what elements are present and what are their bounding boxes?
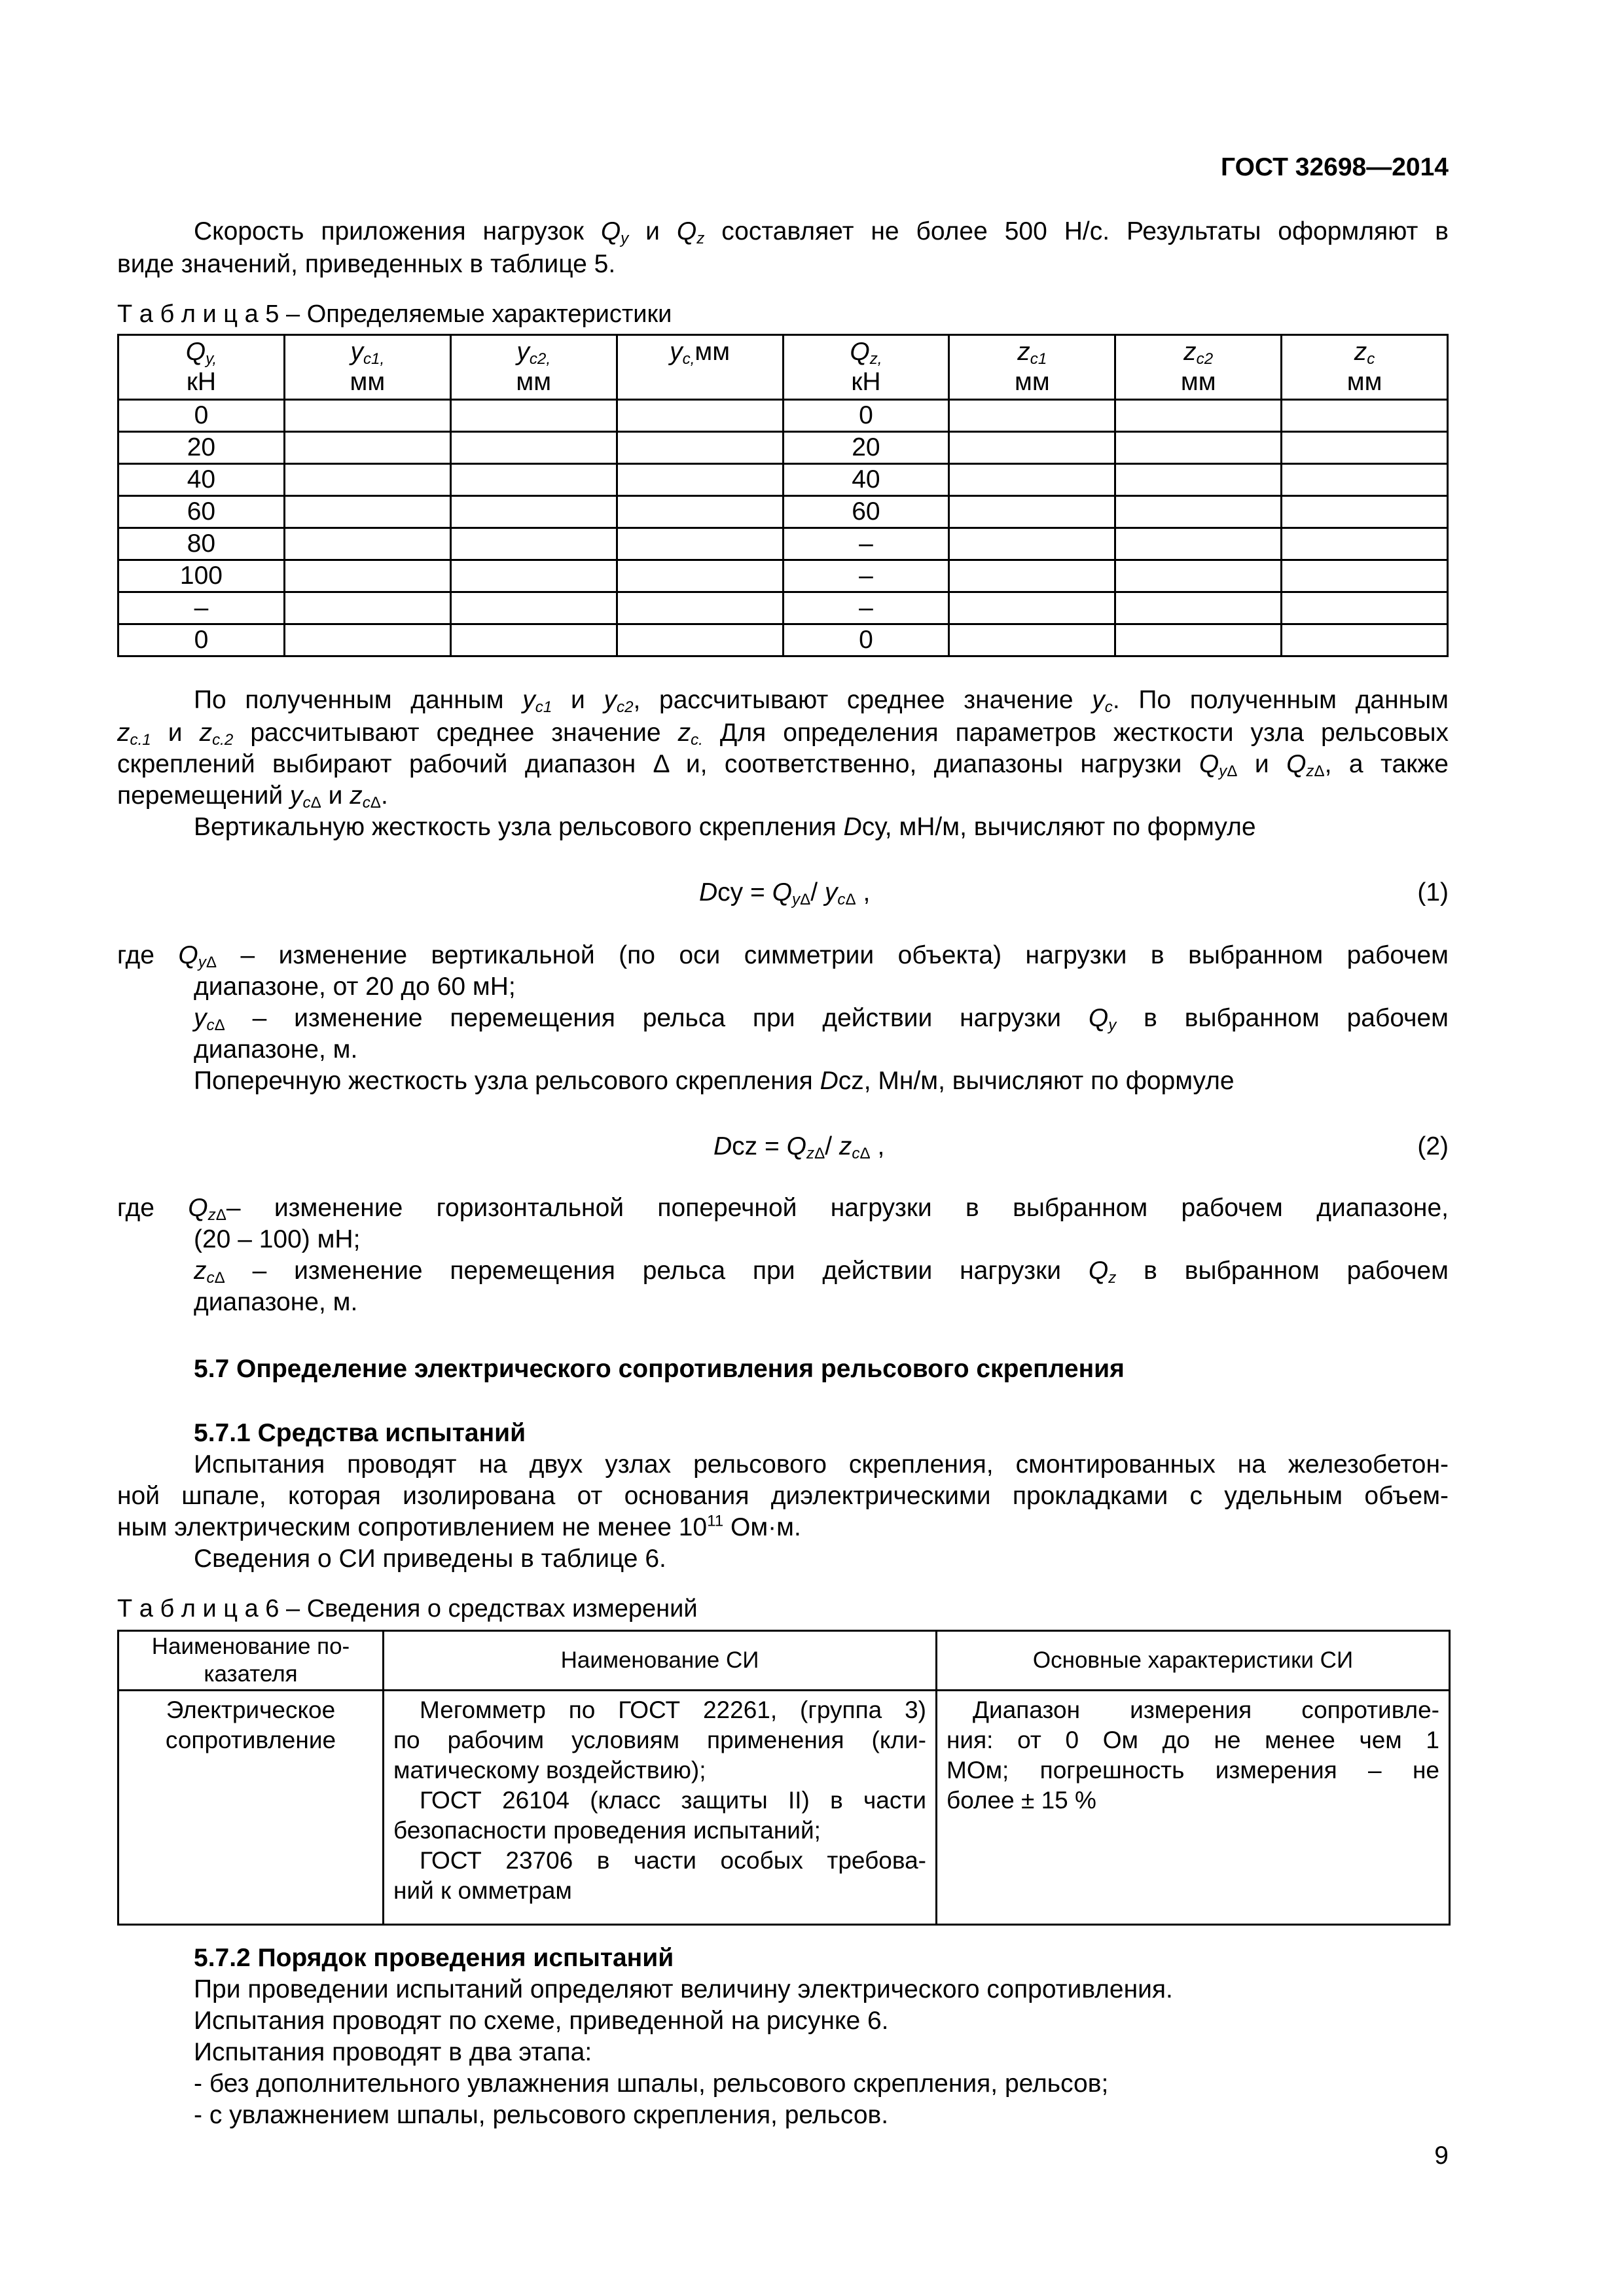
section-5-7-title: 5.7 Определение электрического сопротивления рельсового скрепления (194, 1355, 1125, 1383)
table5-cell (617, 528, 783, 560)
table5-cell (949, 432, 1115, 464)
table5-cell (617, 432, 783, 464)
exponent: 11 (707, 1512, 724, 1530)
table5-cell (284, 560, 450, 592)
table5-cell: 40 (783, 464, 949, 496)
table5-cell: – (783, 560, 949, 592)
table5-cell (1115, 432, 1282, 464)
where2-line-1: где $Q_{z\Delta}-$ изменение горизонтальной поперечной нагрузки в выбранном рабочем диапазоне, (117, 1194, 1449, 1225)
section-5-7-1-title: 5.7.1 Средства испытаний (194, 1419, 526, 1447)
table5-cell (284, 432, 450, 464)
formula-1: Dсу = $Q_{y\Delta}/$ $y_{c\Delta}$ , (699, 878, 871, 909)
table5-cell (1115, 560, 1282, 592)
table5-cell (284, 464, 450, 496)
page-number: 9 (1434, 2142, 1449, 2170)
para-t5-line-5: Вертикальную жесткость узла рельсового скрепления Dсу, мН/м, вычисляют по формуле (194, 813, 1256, 841)
table5-cell (1282, 560, 1448, 592)
formula-2: Dсz = $Q_{z\Delta}/$ $z_{c\Delta}$ , (713, 1132, 885, 1163)
table5-cell: 0 (118, 400, 285, 432)
table5-cell (1282, 400, 1448, 432)
table5-cell: 0 (783, 624, 949, 656)
table-row (118, 528, 1448, 560)
table5-header-cell (1282, 335, 1448, 400)
table5-cell (284, 624, 450, 656)
table5-header-cell (617, 335, 783, 400)
table5-cell (450, 560, 617, 592)
table5-header-unit: мм (350, 368, 386, 396)
where1-line-5: Поперечную жесткость узла рельсового скрепления Dсz, Мн/м, вычисляют по формуле (194, 1067, 1235, 1095)
table5-header-cell (1115, 335, 1282, 400)
where2-line-3: $z_{c\Delta}$ – изменение перемещения рельса при действии нагрузки $Q_z$ в выбранном рабочем (194, 1257, 1449, 1287)
table5-cell (284, 528, 450, 560)
table-row (118, 464, 1448, 496)
table5-cell (1282, 496, 1448, 528)
formula-2-number: (2) (1417, 1132, 1449, 1160)
table-row (118, 560, 1448, 592)
table6-header-si: Наименование СИ (384, 1631, 937, 1691)
table5-header-unit: кН (851, 368, 881, 396)
where1-line-1: где $Q_{y\Delta}$ – изменение вертикальной (по оси симметрии объекта) нагрузки в выбранном рабочем (117, 941, 1449, 972)
table5-cell (1282, 464, 1448, 496)
table5-cell (1282, 432, 1448, 464)
table6-col1-line: Электрическое (166, 1696, 336, 1723)
section-5-7-2-line-1: При проведении испытаний определяют величину электрического сопротивления. (194, 1975, 1173, 2003)
intro-line-2: виде значений, приведенных в таблице 5. (117, 250, 616, 278)
table5-cell (284, 400, 450, 432)
table5-cell (450, 624, 617, 656)
table5-cell: 0 (118, 624, 285, 656)
table5-cell (617, 400, 783, 432)
table5-cell (1115, 528, 1282, 560)
section-5-7-2-line-3: Испытания проводят в два этапа: (194, 2038, 592, 2066)
section-5-7-2-line-2: Испытания проводят по схеме, приведенной на рисунке 6. (194, 2007, 889, 2035)
table-row (118, 496, 1448, 528)
table5-cell (450, 432, 617, 464)
table5-header-symbol: $z_c$ (1354, 338, 1375, 368)
para-t5-line-3: скреплений выбирают рабочий диапазон Δ и, соответственно, диапазоны нагрузки $Q_{y\Delta}$ и $Q_{z\Delta}$, а также (117, 750, 1449, 781)
table6-col3-line: МОм; погрешность измерения – не (947, 1757, 1439, 1784)
table-row (118, 624, 1448, 656)
table6-col2-line: матическому воздействию); (393, 1757, 706, 1784)
table5-cell (949, 528, 1115, 560)
table-row (118, 592, 1448, 624)
table6-col3-line: более ± 15 % (947, 1787, 1096, 1814)
table5-cell (284, 496, 450, 528)
table5-cell: 100 (118, 560, 285, 592)
document-id: ГОСТ 32698—2014 (1221, 153, 1449, 181)
table5-header-cell (783, 335, 949, 400)
table6-col2-line: безопасности проведения испытаний; (393, 1817, 821, 1844)
table-row (118, 400, 1448, 432)
table6-cell-characteristics (937, 1691, 1450, 1925)
table5-header-symbol: $y_{c2,}$ (516, 338, 551, 368)
section-5-7-1-line-1: Испытания проводят на двух узлах рельсового скрепления, смонтированных на железобетон- (194, 1450, 1449, 1479)
table5-header-symbol: $y_{c1,}$ (350, 338, 385, 368)
table5-header-unit: мм (1180, 368, 1216, 396)
table6-header-indicator-l2: казателя (204, 1661, 298, 1687)
table5-header-unit: мм (516, 368, 551, 396)
table6-col2-line: Мегомметр по ГОСТ 22261, (группа 3) (420, 1696, 926, 1723)
table5-cell (1115, 400, 1282, 432)
table6-col3-line: ния: от 0 Ом до не менее чем 1 (947, 1727, 1439, 1753)
table6 (117, 1630, 1451, 1926)
where2-line-2: (20 – 100) мН; (194, 1225, 361, 1253)
intro-line-1: Скорость приложения нагрузок $Q_y$ и $Q_z$ составляет не более 500 Н/с. Результаты оформляют в (194, 217, 1449, 248)
para-t5-line-1: По полученным данным $y_{c1}$ и $y_{c2}$, рассчитывают среднее значение $y_c$. По полученным данным (194, 686, 1449, 717)
table5-header-unit: мм (1015, 368, 1050, 396)
table5-cell: 80 (118, 528, 285, 560)
table5-cell (617, 496, 783, 528)
table5-cell (450, 464, 617, 496)
table6-header-indicator (118, 1631, 384, 1691)
where1-line-3: $y_{c\Delta}$ – изменение перемещения рельса при действии нагрузки $Q_y$ в выбранном рабочем (194, 1004, 1449, 1035)
table5-cell (1115, 592, 1282, 624)
section-5-7-2-line-4: - без дополнительного увлажнения шпалы, рельсового скрепления, рельсов; (194, 2070, 1109, 2098)
table5-cell (1282, 624, 1448, 656)
table6-header-indicator-l1: Наименование по- (151, 1634, 350, 1659)
formula-1-number: (1) (1417, 878, 1449, 906)
table5-cell: – (783, 528, 949, 560)
table5-cell (617, 624, 783, 656)
table6-col2-line: ний к омметрам (393, 1877, 572, 1904)
where1-line-2: диапазоне, от 20 до 60 мН; (194, 973, 516, 1001)
table5-cell (1282, 592, 1448, 624)
table5-header-unit (618, 367, 782, 397)
table5-cell (1115, 624, 1282, 656)
table5-cell (450, 592, 617, 624)
table5-cell (949, 464, 1115, 496)
table5-cell (1115, 496, 1282, 528)
para-t5-line-4: перемещений $y_{c\Delta}$ и $z_{c\Delta}$. (117, 781, 388, 812)
table6-col2-line: по рабочим условиям применения (кли- (393, 1727, 926, 1753)
table5-caption: Т а б л и ц а 5 – Определяемые характеристики (117, 300, 672, 328)
resistance-text: ным электрическим сопротивлением не менее 10 (117, 1513, 708, 1541)
table5-cell (949, 592, 1115, 624)
table5-cell (949, 624, 1115, 656)
where2-line-4: диапазоне, м. (194, 1288, 358, 1316)
table5-header-symbol: $z_{c2}$ (1183, 338, 1214, 368)
table5-header-symbol: $Q_{z,}$ (850, 338, 882, 368)
table5-cell: 20 (118, 432, 285, 464)
table5-cell: – (118, 592, 285, 624)
table5-cell: 40 (118, 464, 285, 496)
table5-cell: 0 (783, 400, 949, 432)
table5-cell (949, 400, 1115, 432)
table6-caption: Т а б л и ц а 6 – Сведения о средствах измерений (117, 1595, 698, 1623)
table5-cell (284, 592, 450, 624)
where1-line-4: диапазоне, м. (194, 1035, 358, 1064)
table5-header-symbol: $y_{c,}мм$ (670, 338, 731, 368)
table5-cell (450, 400, 617, 432)
table-row (118, 432, 1448, 464)
table5-header-unit: мм (1346, 368, 1382, 396)
table5-cell (1115, 464, 1282, 496)
table5-header-cell (450, 335, 617, 400)
section-5-7-2-title: 5.7.2 Порядок проведения испытаний (194, 1944, 674, 1972)
table5-header-symbol: $z_{c1}$ (1017, 338, 1047, 368)
table5-header-cell (284, 335, 450, 400)
table5-cell: 60 (783, 496, 949, 528)
table5-cell (450, 528, 617, 560)
table5-cell: 60 (118, 496, 285, 528)
table5-cell: 20 (783, 432, 949, 464)
para-t5-line-2: $z_{c.1}$ и $z_{c.2}$ рассчитывают среднее значение $z_{c.}$ Для определения параметров жесткости узла рельсовых (117, 719, 1449, 749)
table5-header-cell (118, 335, 285, 400)
table5-cell (450, 496, 617, 528)
section-5-7-1-line-4: Сведения о СИ приведены в таблице 6. (194, 1545, 666, 1573)
table5 (117, 334, 1449, 657)
table6-cell-si (384, 1691, 937, 1925)
section-5-7-1-line-2: ной шпале, которая изолирована от основания диэлектрическими прокладками с удельным объем- (117, 1482, 1449, 1510)
section-5-7-1-line-3 (117, 1512, 801, 1543)
table5-cell (617, 464, 783, 496)
table5-cell (617, 560, 783, 592)
table6-col3-line: Диапазон измерения сопротивле- (973, 1696, 1439, 1723)
table5-header-symbol: $Q_{y,}$ (185, 338, 217, 368)
table6-col2-line: ГОСТ 23706 в части особых требова- (420, 1847, 926, 1874)
table6-cell-indicator (118, 1691, 384, 1925)
table5-cell (949, 496, 1115, 528)
table5-cell (1282, 528, 1448, 560)
table6-col1-line: сопротивление (165, 1727, 336, 1753)
resistance-unit: Ом·м. (723, 1513, 801, 1541)
section-5-7-2-line-5: - с увлажнением шпалы, рельсового скрепления, рельсов. (194, 2101, 889, 2129)
table5-header-unit: кН (186, 368, 217, 396)
table5-cell: – (783, 592, 949, 624)
table6-header-characteristics: Основные характеристики СИ (937, 1631, 1450, 1691)
table5-cell (617, 592, 783, 624)
table5-cell (949, 560, 1115, 592)
table6-col2-line: ГОСТ 26104 (класс защиты II) в части (420, 1787, 926, 1814)
table5-header-cell (949, 335, 1115, 400)
